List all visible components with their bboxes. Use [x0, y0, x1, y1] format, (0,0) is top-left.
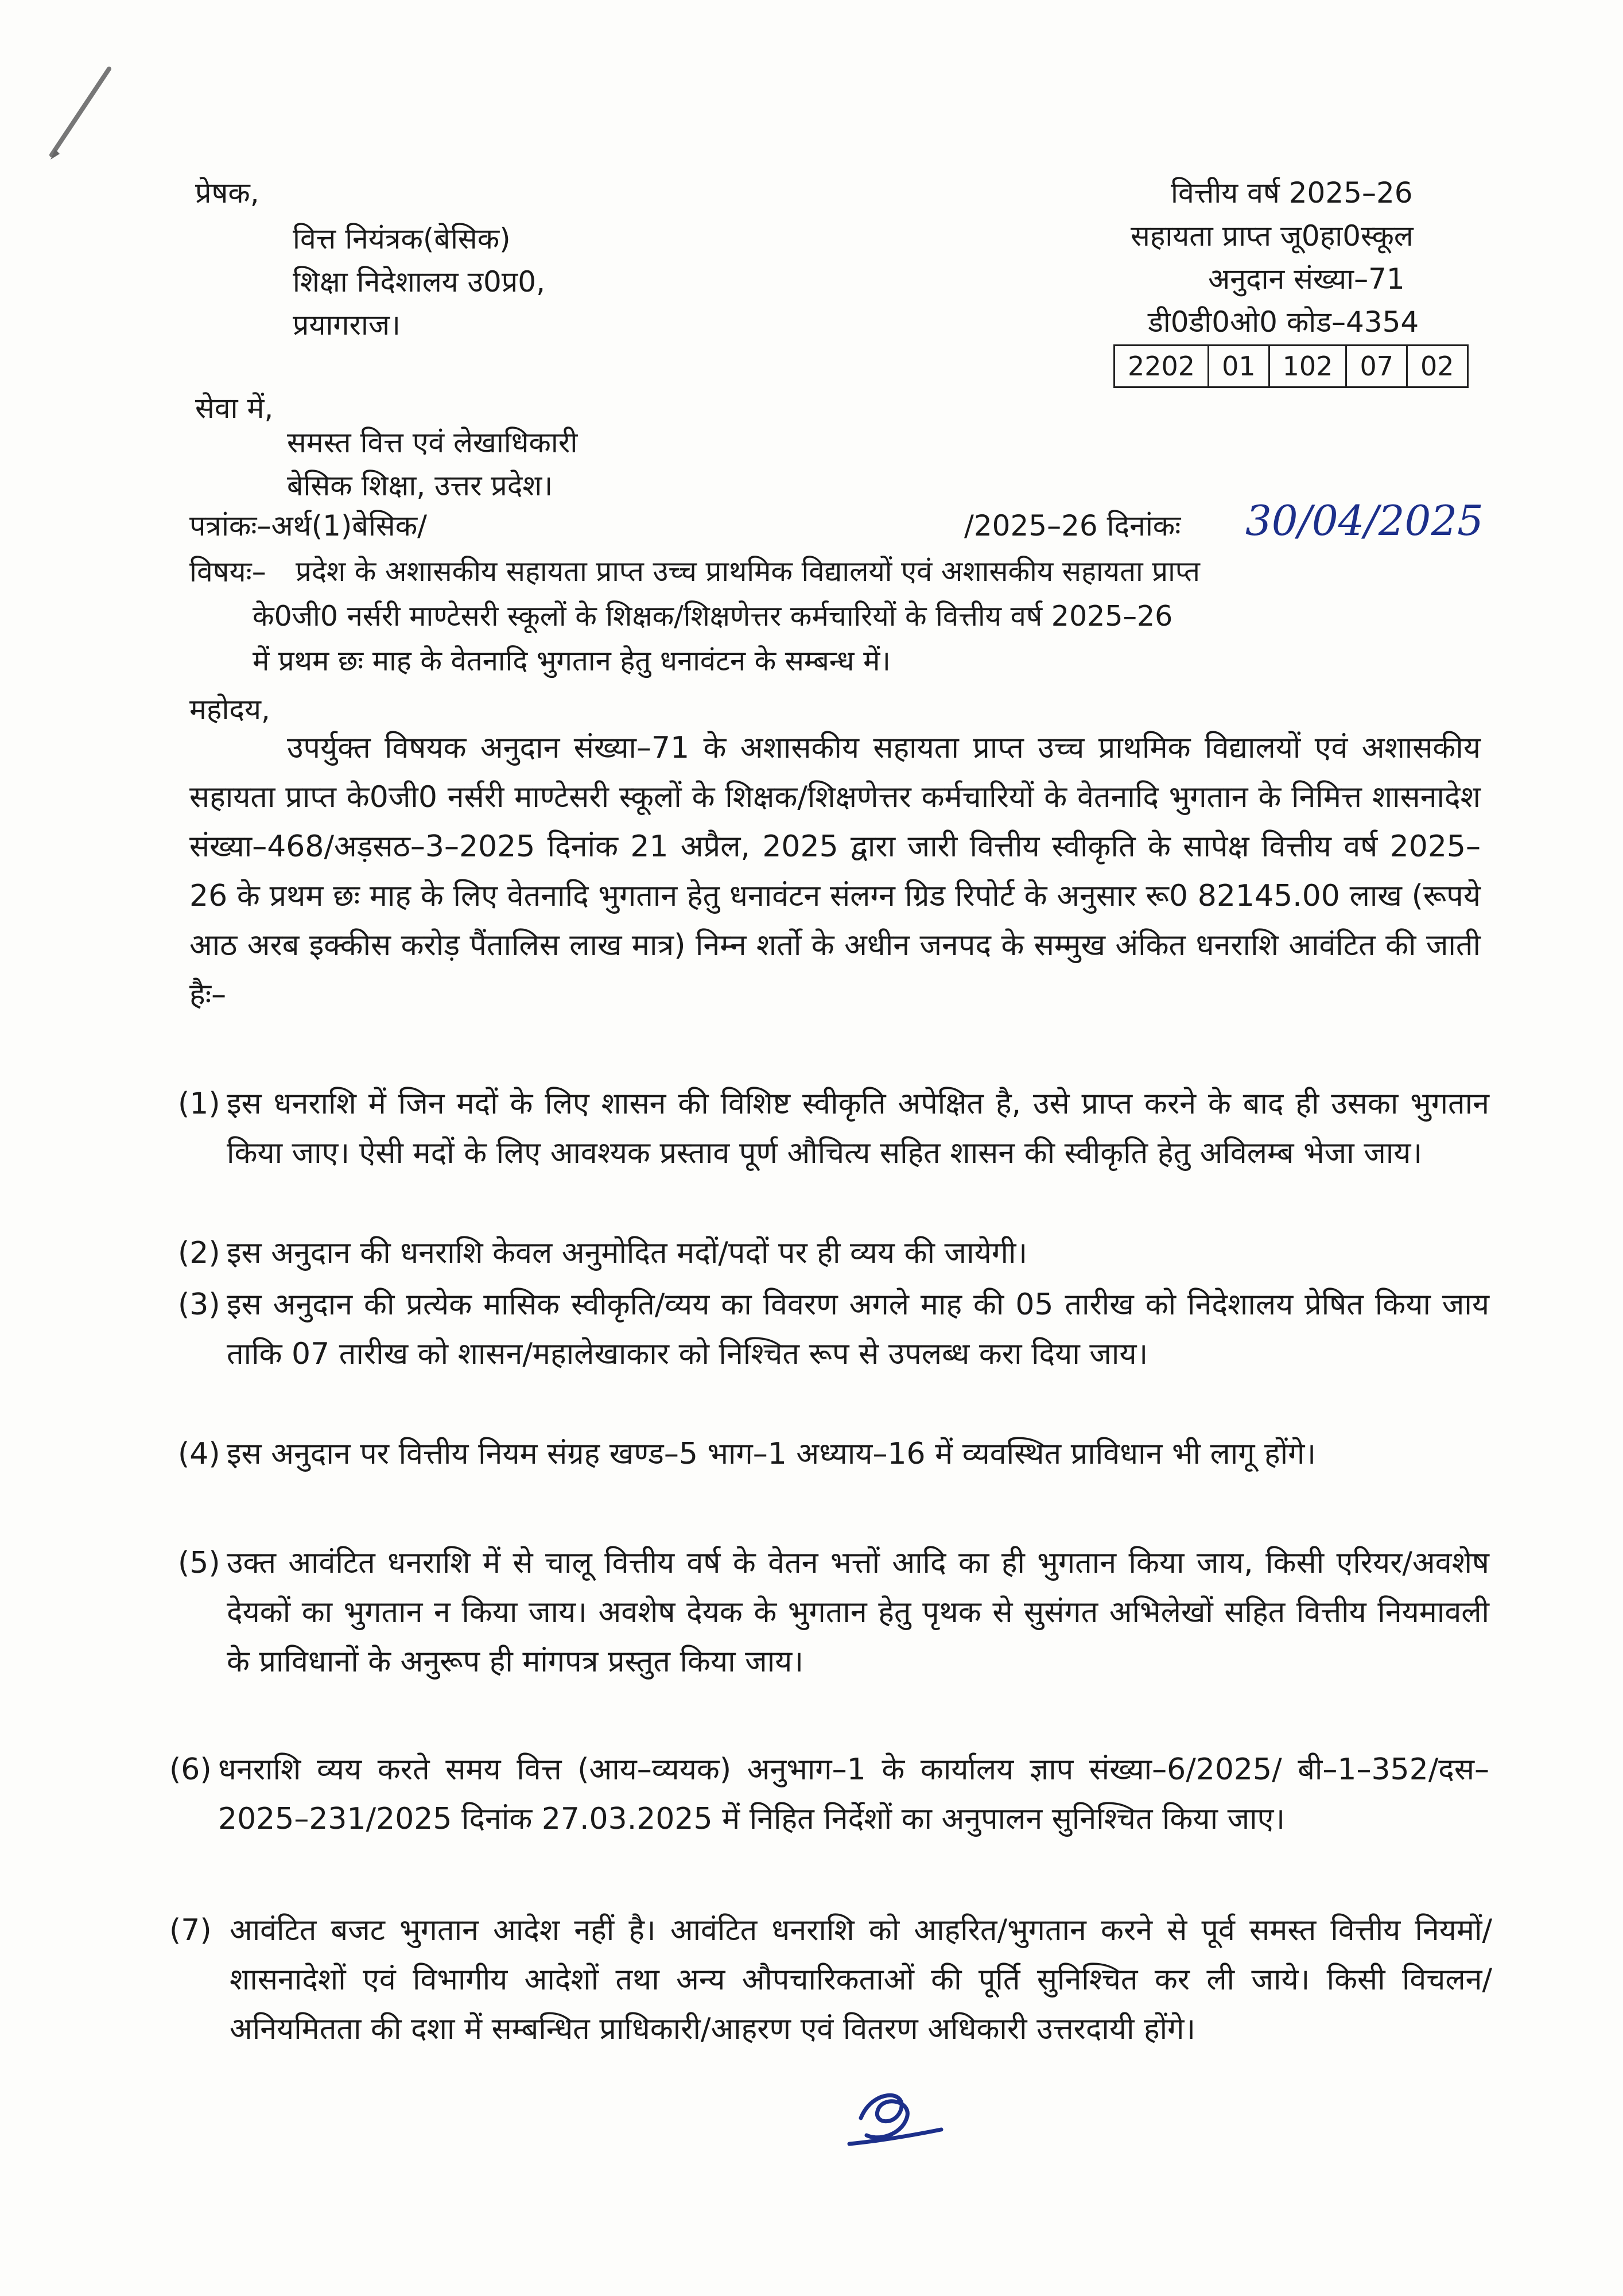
- handwritten-date: 30/04/2025: [1245, 497, 1484, 545]
- budget-head-code-table: [1113, 344, 1469, 388]
- condition-number: (6): [169, 1752, 212, 1787]
- condition-text: इस अनुदान की प्रत्येक मासिक स्वीकृति/व्यय का विवरण अगले माह की 05 तारीख को निदेशालय प्रेषित किया जाय ताकि 07 तारीख को शासन/महालेखाकार को निश्चित रूप से उपलब्ध करा दिया जाय।: [227, 1287, 1489, 1371]
- condition-number: (2): [178, 1236, 220, 1270]
- condition-number: (5): [178, 1546, 220, 1580]
- sender-line-2: शिक्षा निदेशालय उ0प्र0,: [293, 265, 546, 298]
- initials-mark: [838, 2078, 953, 2158]
- subject-line-1: प्रदेश के अशासकीय सहायता प्राप्त उच्च प्राथमिक विद्यालयों एवं अशासकीय सहायता प्राप्त: [296, 555, 1200, 588]
- code-cell: 02: [1407, 346, 1467, 387]
- code-cell: 01: [1209, 346, 1269, 387]
- condition-number: (3): [178, 1287, 220, 1322]
- condition-number: (4): [178, 1437, 220, 1471]
- grant-number: अनुदान संख्या–71: [1208, 262, 1405, 296]
- condition-text: धनराशि व्यय करते समय वित्त (आय–व्ययक) अनुभाग–1 के कार्यालय ज्ञाप संख्या–6/2025/ बी–1–352/दस–2025–231/2025 दिनांक 27.03.2025 में निहित निर्देशों का अनुपालन सुनिश्चित किया जाए।: [218, 1752, 1489, 1836]
- condition-text: इस अनुदान की धनराशि केवल अनुमोदित मदों/पदों पर ही व्यय की जायेगी।: [227, 1236, 1028, 1270]
- letter-year-date-label: /2025–26 दिनांकः: [964, 509, 1181, 542]
- condition-text: उक्त आवंटित धनराशि में से चालू वित्तीय वर्ष के वेतन भत्तों आदि का ही भुगतान किया जाय, किसी एरियर/अवशेष देयकों का भुगतान न किया जाय। अवशेष देयक के भुगतान हेतु पृथक से सुसंगत अभिलेखों सहित वित्तीय नियमावली के प्राविधानों के अनुरूप ही मांगपत्र प्रस्तुत किया जाय।: [227, 1546, 1489, 1679]
- salutation: महोदय,: [189, 693, 270, 726]
- code-cell: 07: [1346, 346, 1407, 387]
- sender-label: प्रेषक,: [195, 176, 259, 210]
- condition-text: इस अनुदान पर वित्तीय नियम संग्रह खण्ड–5 भाग–1 अध्याय–16 में व्यवस्थित प्राविधान भी लागू होंगे।: [227, 1437, 1317, 1471]
- code-cell: 2202: [1115, 346, 1209, 387]
- condition-text: इस धनराशि में जिन मदों के लिए शासन की विशिष्ट स्वीकृति अपेक्षित है, उसे प्राप्त करने के बाद ही उसका भुगतान किया जाए। ऐसी मदों के लिए आवश्यक प्रस्ताव पूर्ण औचित्य सहित शासन की स्वीकृति हेतु अविलम्ब भेजा जाय।: [227, 1087, 1489, 1170]
- pen-mark: [34, 57, 126, 172]
- recipient-line-2: बेसिक शिक्षा, उत्तर प्रदेश।: [287, 469, 553, 502]
- subject-line-3: में प्रथम छः माह के वेतनादि भुगतान हेतु धनावंटन के सम्बन्ध में।: [253, 645, 891, 677]
- recipient-line-1: समस्त वित्त एवं लेखाधिकारी: [287, 426, 578, 459]
- condition-number: (7): [169, 1913, 212, 1948]
- body-paragraph: उपर्युक्त विषयक अनुदान संख्या–71 के अशासकीय सहायता प्राप्त उच्च प्राथमिक विद्यालयों एवं अशासकीय सहायता प्राप्त के0जी0 नर्सरी माण्टेसरी स्कूलों के शिक्षक/शिक्षणेत्तर कर्मचारियों के वेतनादि भुगतान के निमित्त शासनादेश संख्या–468/अड़सठ–3–2025 दिनांक 21 अप्रैल, 2025 द्वारा जारी वित्तीय स्वीकृति के सापेक्ष वित्तीय वर्ष 2025–26 के प्रथम छः माह के लिए वेतनादि भुगतान हेतु धनावंटन संलग्न ग्रिड रिपोर्ट के अनुसार रू0 82145.00 लाख (रूपये आठ अरब इक्कीस करोड़ पैंतालिस लाख मात्र) निम्न शर्तो के अधीन जनपद के सम्मुख अंकित धनराशि आवंटित की जाती हैः–: [189, 731, 1481, 1012]
- sender-line-1: वित्त नियंत्रक(बेसिक): [293, 222, 511, 255]
- code-cell: 102: [1269, 346, 1346, 387]
- letter-number: पत्रांकः–अर्थ(1)बेसिक/: [189, 509, 427, 542]
- ddo-code: डी0डी0ओ0 कोड–4354: [1148, 305, 1419, 339]
- condition-text: आवंटित बजट भुगतान आदेश नहीं है। आवंटित धनराशि को आहरित/भुगतान करने से पूर्व समस्त वित्तीय नियमों/शासनादेशों एवं विभागीय आदेशों तथा अन्य औपचारिकताओं की पूर्ति सुनिश्चित कर ली जाये। किसी विचलन/अनियमितता की दशा में सम्बन्धित प्राधिकारी/आहरण एवं वितरण अधिकारी उत्तरदायी होंगे।: [230, 1913, 1492, 2046]
- sender-line-3: प्रयागराज।: [293, 308, 401, 342]
- subject-line-2: के0जी0 नर्सरी माण्टेसरी स्कूलों के शिक्षक/शिक्षणेत्तर कर्मचारियों के वित्तीय वर्ष 2025–26: [253, 600, 1173, 633]
- aided-school-label: सहायता प्राप्त जू0हा0स्कूल: [1131, 219, 1414, 253]
- subject-label: विषयः–: [189, 555, 266, 588]
- recipient-label: सेवा में,: [195, 391, 274, 425]
- condition-number: (1): [178, 1087, 220, 1121]
- financial-year: वित्तीय वर्ष 2025–26: [1171, 176, 1413, 210]
